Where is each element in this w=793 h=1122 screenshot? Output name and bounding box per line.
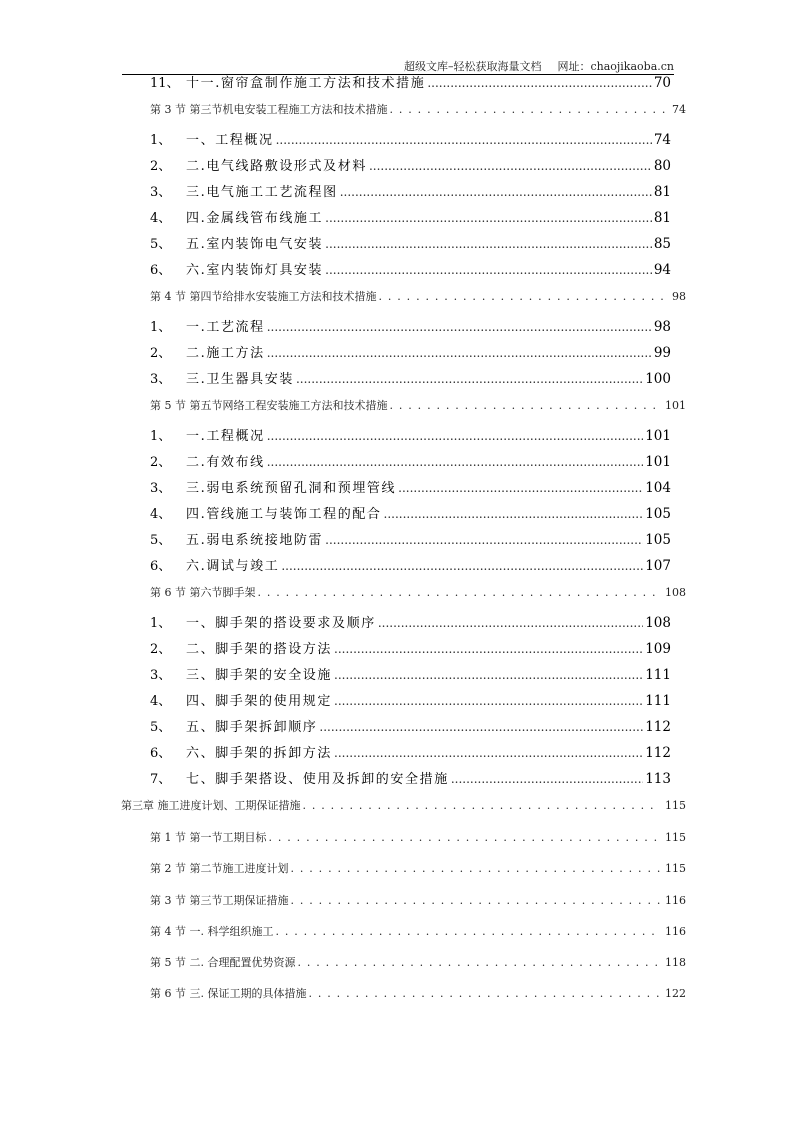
toc-entry-number: 7、 (150, 772, 172, 787)
toc-entry-title: 二. 合理配置优势资源 (189, 956, 296, 969)
toc-entry-label (150, 397, 388, 413)
dot-leader (325, 237, 652, 252)
toc-entry[interactable] (150, 316, 671, 335)
toc-entry-number: 1、 (150, 320, 172, 335)
toc-entry[interactable] (121, 797, 686, 813)
toc-page-number: 111 (645, 693, 671, 709)
dot-leader (276, 133, 652, 148)
toc-page-number: 81 (653, 184, 671, 200)
toc-entry-label (150, 316, 265, 335)
toc-page-number: 109 (645, 641, 671, 657)
toc-entry-number: 1、 (150, 616, 172, 631)
toc-entry[interactable] (150, 451, 671, 470)
toc-page-number: 112 (645, 719, 671, 735)
dot-leader (258, 586, 661, 599)
dot-leader (267, 455, 643, 470)
toc-page-number: 104 (645, 480, 671, 496)
toc-entry-label (150, 954, 296, 970)
toc-entry-label (150, 342, 265, 361)
toc-page-number: 81 (653, 210, 671, 226)
toc-entry-number: 1、 (150, 133, 172, 148)
toc-entry-label (150, 690, 332, 709)
toc-entry-number: 5、 (150, 237, 172, 252)
toc-entry[interactable] (150, 923, 686, 939)
toc-entry[interactable] (150, 860, 686, 876)
toc-entry-title: 二.电气线路敷设形式及材料 (186, 159, 367, 174)
toc-entry[interactable] (150, 397, 686, 413)
toc-entry-title: 五、脚手架拆卸顺序 (186, 720, 318, 735)
toc-entry-label (150, 584, 256, 600)
header-site-name: 超级文库–轻松获取海量文档 (403, 60, 542, 73)
toc-entry-label (121, 797, 301, 813)
dot-leader (325, 533, 643, 548)
toc-entry-title: 第一节工期目标 (189, 831, 267, 844)
toc-entry-label (150, 155, 367, 174)
toc-entry-title: 第二节施工进度计划 (189, 862, 289, 875)
toc-entry-number: 第 3 节 (150, 103, 186, 116)
toc-page-number: 115 (665, 831, 686, 844)
toc-entry-label (150, 207, 323, 226)
toc-entry-title: 二、脚手架的搭设方法 (186, 642, 333, 657)
dot-leader (369, 159, 652, 174)
toc-page-number: 111 (645, 667, 671, 683)
toc-entry-number: 第 3 节 (150, 894, 186, 907)
toc-page-number: 98 (672, 290, 686, 303)
toc-page-number: 115 (665, 862, 686, 875)
toc-entry-title: 二.施工方法 (186, 346, 265, 361)
toc-entry[interactable] (150, 155, 671, 174)
toc-entry-number: 6、 (150, 559, 172, 574)
toc-entry-label (150, 233, 323, 252)
toc-entry-label (150, 716, 317, 735)
dot-leader (267, 429, 643, 444)
toc-entry-label (150, 612, 376, 631)
toc-entry-title: 第五节网络工程安装施工方法和技术措施 (189, 399, 388, 412)
toc-page-number: 70 (653, 75, 671, 91)
toc-entry-title: 一. 科学组织施工 (189, 925, 274, 938)
toc-entry[interactable] (150, 288, 686, 304)
toc-entry-number: 第 5 节 (150, 956, 186, 969)
toc-entry-title: 六、脚手架的拆卸方法 (186, 746, 333, 761)
toc-entry[interactable] (150, 742, 671, 761)
toc-entry-number: 2、 (150, 642, 172, 657)
toc-entry-title: 五.室内装饰电气安装 (186, 237, 324, 252)
toc-entry-number: 1、 (150, 429, 172, 444)
toc-page-number: 108 (665, 586, 686, 599)
toc-entry[interactable] (150, 638, 671, 657)
dot-leader (291, 894, 661, 907)
toc-entry[interactable] (150, 181, 671, 200)
toc-entry-label (150, 860, 289, 876)
toc-entry-title: 三.弱电系统预留孔洞和预埋管线 (186, 481, 397, 496)
toc-entry-label (150, 923, 274, 939)
toc-page-number: 112 (645, 745, 671, 761)
toc-entry-label (150, 72, 425, 91)
toc-page-number: 98 (653, 319, 671, 335)
toc-entry-label (150, 259, 323, 278)
dot-leader (303, 799, 661, 812)
toc-page-number: 74 (672, 103, 686, 116)
toc-entry[interactable] (150, 129, 671, 148)
toc-entry-title: 第六节脚手架 (189, 586, 256, 599)
dot-leader (451, 772, 643, 787)
dot-leader (325, 263, 652, 278)
toc-page-number: 118 (665, 956, 686, 969)
toc-entry-number: 第三章 (121, 799, 154, 812)
toc-page-number: 85 (653, 236, 671, 252)
toc-page-number: 115 (665, 799, 686, 812)
toc-entry-number: 2、 (150, 346, 172, 361)
dot-leader (281, 559, 643, 574)
toc-entry-label (150, 892, 289, 908)
toc-page-number: 108 (645, 615, 671, 631)
toc-entry-label (150, 829, 267, 845)
toc-entry-label (150, 368, 294, 387)
toc-entry[interactable] (150, 829, 686, 845)
toc-page-number: 80 (653, 158, 671, 174)
toc-entry-title: 三.卫生器具安装 (186, 372, 294, 387)
toc-page-number: 99 (653, 345, 671, 361)
dot-leader (334, 694, 643, 709)
toc-entry-label (150, 742, 332, 761)
toc-entry-label (150, 477, 396, 496)
dot-leader (390, 103, 668, 116)
dot-leader (325, 211, 652, 226)
toc-page-number: 101 (645, 428, 671, 444)
toc-entry[interactable] (150, 207, 671, 226)
toc-entry-label (150, 985, 307, 1001)
toc-page-number: 116 (665, 925, 686, 938)
dot-leader (427, 76, 651, 91)
dot-leader (267, 346, 652, 361)
toc-entry-number: 3、 (150, 481, 172, 496)
toc-entry-title: 四、脚手架的使用规定 (186, 694, 333, 709)
dot-leader (291, 862, 661, 875)
toc-entry[interactable] (150, 954, 686, 970)
dot-leader (298, 956, 661, 969)
toc-entry-title: 六.室内装饰灯具安装 (186, 263, 324, 278)
dot-leader (296, 372, 643, 387)
toc-page-number: 113 (645, 771, 671, 787)
dot-leader (340, 185, 652, 200)
toc-entry-title: 六.调试与竣工 (186, 559, 280, 574)
toc-page-number: 101 (645, 454, 671, 470)
toc-entry[interactable] (150, 72, 671, 91)
toc-entry-number: 3、 (150, 372, 172, 387)
toc-entry[interactable] (150, 503, 671, 522)
toc-entry-label (150, 129, 274, 148)
dot-leader (319, 720, 643, 735)
dot-leader (379, 290, 668, 303)
toc-entry-label (150, 768, 449, 787)
toc-entry[interactable] (150, 101, 686, 117)
toc-entry-title: 第四节给排水安装施工方法和技术措施 (189, 290, 377, 303)
toc-entry-number: 第 4 节 (150, 290, 186, 303)
toc-entry[interactable] (150, 477, 671, 496)
toc-entry-number: 4、 (150, 211, 172, 226)
dot-leader (334, 668, 643, 683)
dot-leader (398, 481, 643, 496)
toc-entry-title: 一.工艺流程 (186, 320, 265, 335)
toc-page-number: 94 (653, 262, 671, 278)
toc-entry-number: 3、 (150, 185, 172, 200)
toc-entry-number: 2、 (150, 455, 172, 470)
toc-page-number: 100 (645, 371, 671, 387)
toc-entry[interactable] (150, 664, 671, 683)
toc-entry[interactable] (150, 584, 686, 600)
toc-entry-title: 第三节工期保证措施 (189, 894, 289, 907)
toc-entry-label (150, 503, 382, 522)
toc-entry-number: 6、 (150, 263, 172, 278)
toc-entry-number: 第 4 节 (150, 925, 186, 938)
toc-entry[interactable] (150, 368, 671, 387)
toc-entry-title: 二.有效布线 (186, 455, 265, 470)
toc-entry-title: 一.工程概况 (186, 429, 265, 444)
toc-entry-number: 第 5 节 (150, 399, 186, 412)
toc-entry[interactable] (150, 233, 671, 252)
toc-page-number: 105 (645, 532, 671, 548)
toc-entry-number: 4、 (150, 694, 172, 709)
toc-entry-title: 三.电气施工工艺流程图 (186, 185, 338, 200)
toc-entry-title: 一、脚手架的搭设要求及顺序 (186, 616, 376, 631)
toc-entry[interactable] (150, 259, 671, 278)
dot-leader (390, 399, 661, 412)
toc-entry-number: 6、 (150, 746, 172, 761)
toc-entry-number: 5、 (150, 533, 172, 548)
toc-entry-number: 第 6 节 (150, 586, 186, 599)
toc-entry[interactable] (150, 985, 686, 1001)
dot-leader (334, 746, 643, 761)
toc-entry[interactable] (150, 768, 671, 787)
dot-leader (309, 987, 661, 1000)
toc-entry-title: 四.管线施工与装饰工程的配合 (186, 507, 382, 522)
toc-entry[interactable] (150, 716, 671, 735)
toc-entry-title: 三、脚手架的安全设施 (186, 668, 333, 683)
toc-entry[interactable] (150, 612, 671, 631)
toc-entry-number: 2、 (150, 159, 172, 174)
toc-entry-title: 四.金属线管布线施工 (186, 211, 324, 226)
toc-page-number: 116 (665, 894, 686, 907)
header-url: 网址：chaojikaoba.cn (557, 60, 674, 73)
toc-entry-label (150, 451, 265, 470)
toc-entry-label (150, 425, 265, 444)
toc-entry-title: 第三节机电安装工程施工方法和技术措施 (189, 103, 388, 116)
dot-leader (334, 642, 643, 657)
toc-entry-title: 三. 保证工期的具体措施 (189, 987, 307, 1000)
toc-entry-title: 施工进度计划、工期保证措施 (157, 799, 301, 812)
toc-entry-number: 第 1 节 (150, 831, 186, 844)
toc-entry-title: 十一.窗帘盒制作施工方法和技术措施 (186, 76, 426, 91)
dot-leader (384, 507, 644, 522)
toc-page-number: 107 (645, 558, 671, 574)
toc-entry-label (150, 181, 338, 200)
toc-entry[interactable] (150, 690, 671, 709)
toc-entry-title: 五.弱电系统接地防雷 (186, 533, 324, 548)
toc-entry[interactable] (150, 555, 671, 574)
dot-leader (276, 925, 661, 938)
toc-entry[interactable] (150, 425, 671, 444)
toc-entry-number: 11、 (150, 76, 180, 91)
toc-entry-title: 一、工程概况 (186, 133, 274, 148)
toc-entry-number: 第 2 节 (150, 862, 186, 875)
toc-page-number: 74 (653, 132, 671, 148)
toc-entry[interactable] (150, 529, 671, 548)
toc-entry-number: 5、 (150, 720, 172, 735)
toc-page-number: 122 (665, 987, 686, 1000)
toc-entry-label (150, 101, 388, 117)
toc-entry[interactable] (150, 892, 686, 908)
toc-entry-title: 七、脚手架搭设、使用及拆卸的安全措施 (186, 772, 449, 787)
toc-entry-label (150, 288, 377, 304)
dot-leader (267, 320, 652, 335)
toc-page-number: 105 (645, 506, 671, 522)
dot-leader (378, 616, 643, 631)
toc-entry-label (150, 664, 332, 683)
dot-leader (269, 831, 661, 844)
toc-page-number: 101 (665, 399, 686, 412)
toc-entry-number: 3、 (150, 668, 172, 683)
toc-entry-number: 第 6 节 (150, 987, 186, 1000)
toc-entry-label (150, 529, 323, 548)
toc-entry-label (150, 638, 332, 657)
toc-entry-label (150, 555, 279, 574)
toc-entry[interactable] (150, 342, 671, 361)
toc-entry-number: 4、 (150, 507, 172, 522)
